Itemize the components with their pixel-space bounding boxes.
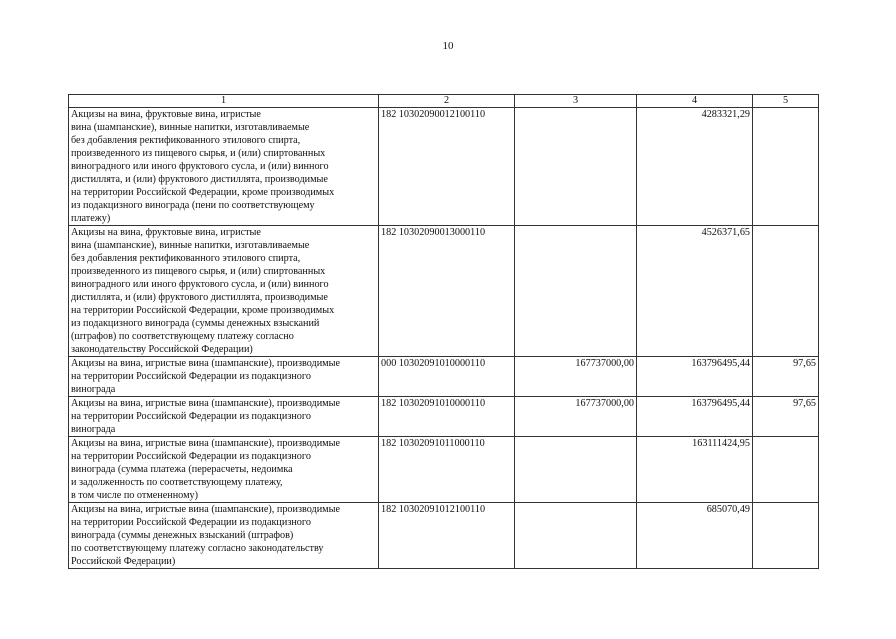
column-header-5: 5 [753,95,819,108]
row-actual-amount: 163796495,44 [637,397,753,437]
table-row [69,357,819,397]
column-header-1: 1 [69,95,379,108]
column-header-4: 4 [637,95,753,108]
table-header-row [69,95,819,108]
row-actual-amount: 4526371,65 [637,226,753,357]
row-description: Акцизы на вина, игристые вина (шампанские), производимые на территории Российской Федерации из подакцизного винограда [69,397,379,437]
row-percent [753,503,819,569]
row-planned-amount [515,226,637,357]
row-budget-code: 182 10302090012100110 [379,108,515,226]
row-percent: 97,65 [753,357,819,397]
table-row [69,437,819,503]
row-budget-code: 000 10302091010000110 [379,357,515,397]
row-description: Акцизы на вина, игристые вина (шампанские), производимые на территории Российской Федерации из подакцизного винограда (сумма платежа (перерасчеты, недоимка и задолженность по соответствующему платежу, в том числе по отмененному) [69,437,379,503]
revenue-table [68,94,819,569]
row-planned-amount [515,437,637,503]
row-actual-amount: 685070,49 [637,503,753,569]
table-row [69,108,819,226]
row-description: Акцизы на вина, игристые вина (шампанские), производимые на территории Российской Федерации из подакцизного винограда [69,357,379,397]
page-number: 10 [442,40,454,52]
row-actual-amount: 4283321,29 [637,108,753,226]
table-row [69,503,819,569]
table-row [69,397,819,437]
row-budget-code: 182 10302091010000110 [379,397,515,437]
table-row [69,226,819,357]
row-description: Акцизы на вина, игристые вина (шампанские), производимые на территории Российской Федерации из подакцизного винограда (суммы денежных взысканий (штрафов) по соответствующему платежу согласно законодательству Российской Федерации) [69,503,379,569]
row-planned-amount [515,108,637,226]
row-percent [753,226,819,357]
row-actual-amount: 163111424,95 [637,437,753,503]
row-planned-amount: 167737000,00 [515,397,637,437]
row-budget-code: 182 10302091012100110 [379,503,515,569]
row-description: Акцизы на вина, фруктовые вина, игристые вина (шампанские), винные напитки, изготавливаемые без добавления ректификованного этилового спирта, произведенного из пищевого сырья, и (или) спиртованных виноградного или иного фруктового сусла, и (или) винного дистиллята, и (или) фруктового дистиллята, производимые на территории Российской Федерации, кроме производимых из подакцизного винограда (суммы денежных взысканий (штрафов) по соответствующему платежу согласно законодательству Российской Федерации) [69,226,379,357]
row-budget-code: 182 10302091011000110 [379,437,515,503]
row-percent: 97,65 [753,397,819,437]
row-planned-amount [515,503,637,569]
row-actual-amount: 163796495,44 [637,357,753,397]
column-header-3: 3 [515,95,637,108]
row-description: Акцизы на вина, фруктовые вина, игристые вина (шампанские), винные напитки, изготавливаемые без добавления ректификованного этилового спирта, произведенного из пищевого сырья, и (или) спиртованных виноградного или иного фруктового сусла, и (или) винного дистиллята, и (или) фруктового дистиллята, производимые на территории Российской Федерации, кроме производимых из подакцизного винограда (пени по соответствующему платежу) [69,108,379,226]
row-planned-amount: 167737000,00 [515,357,637,397]
row-percent [753,108,819,226]
row-percent [753,437,819,503]
row-budget-code: 182 10302090013000110 [379,226,515,357]
column-header-2: 2 [379,95,515,108]
